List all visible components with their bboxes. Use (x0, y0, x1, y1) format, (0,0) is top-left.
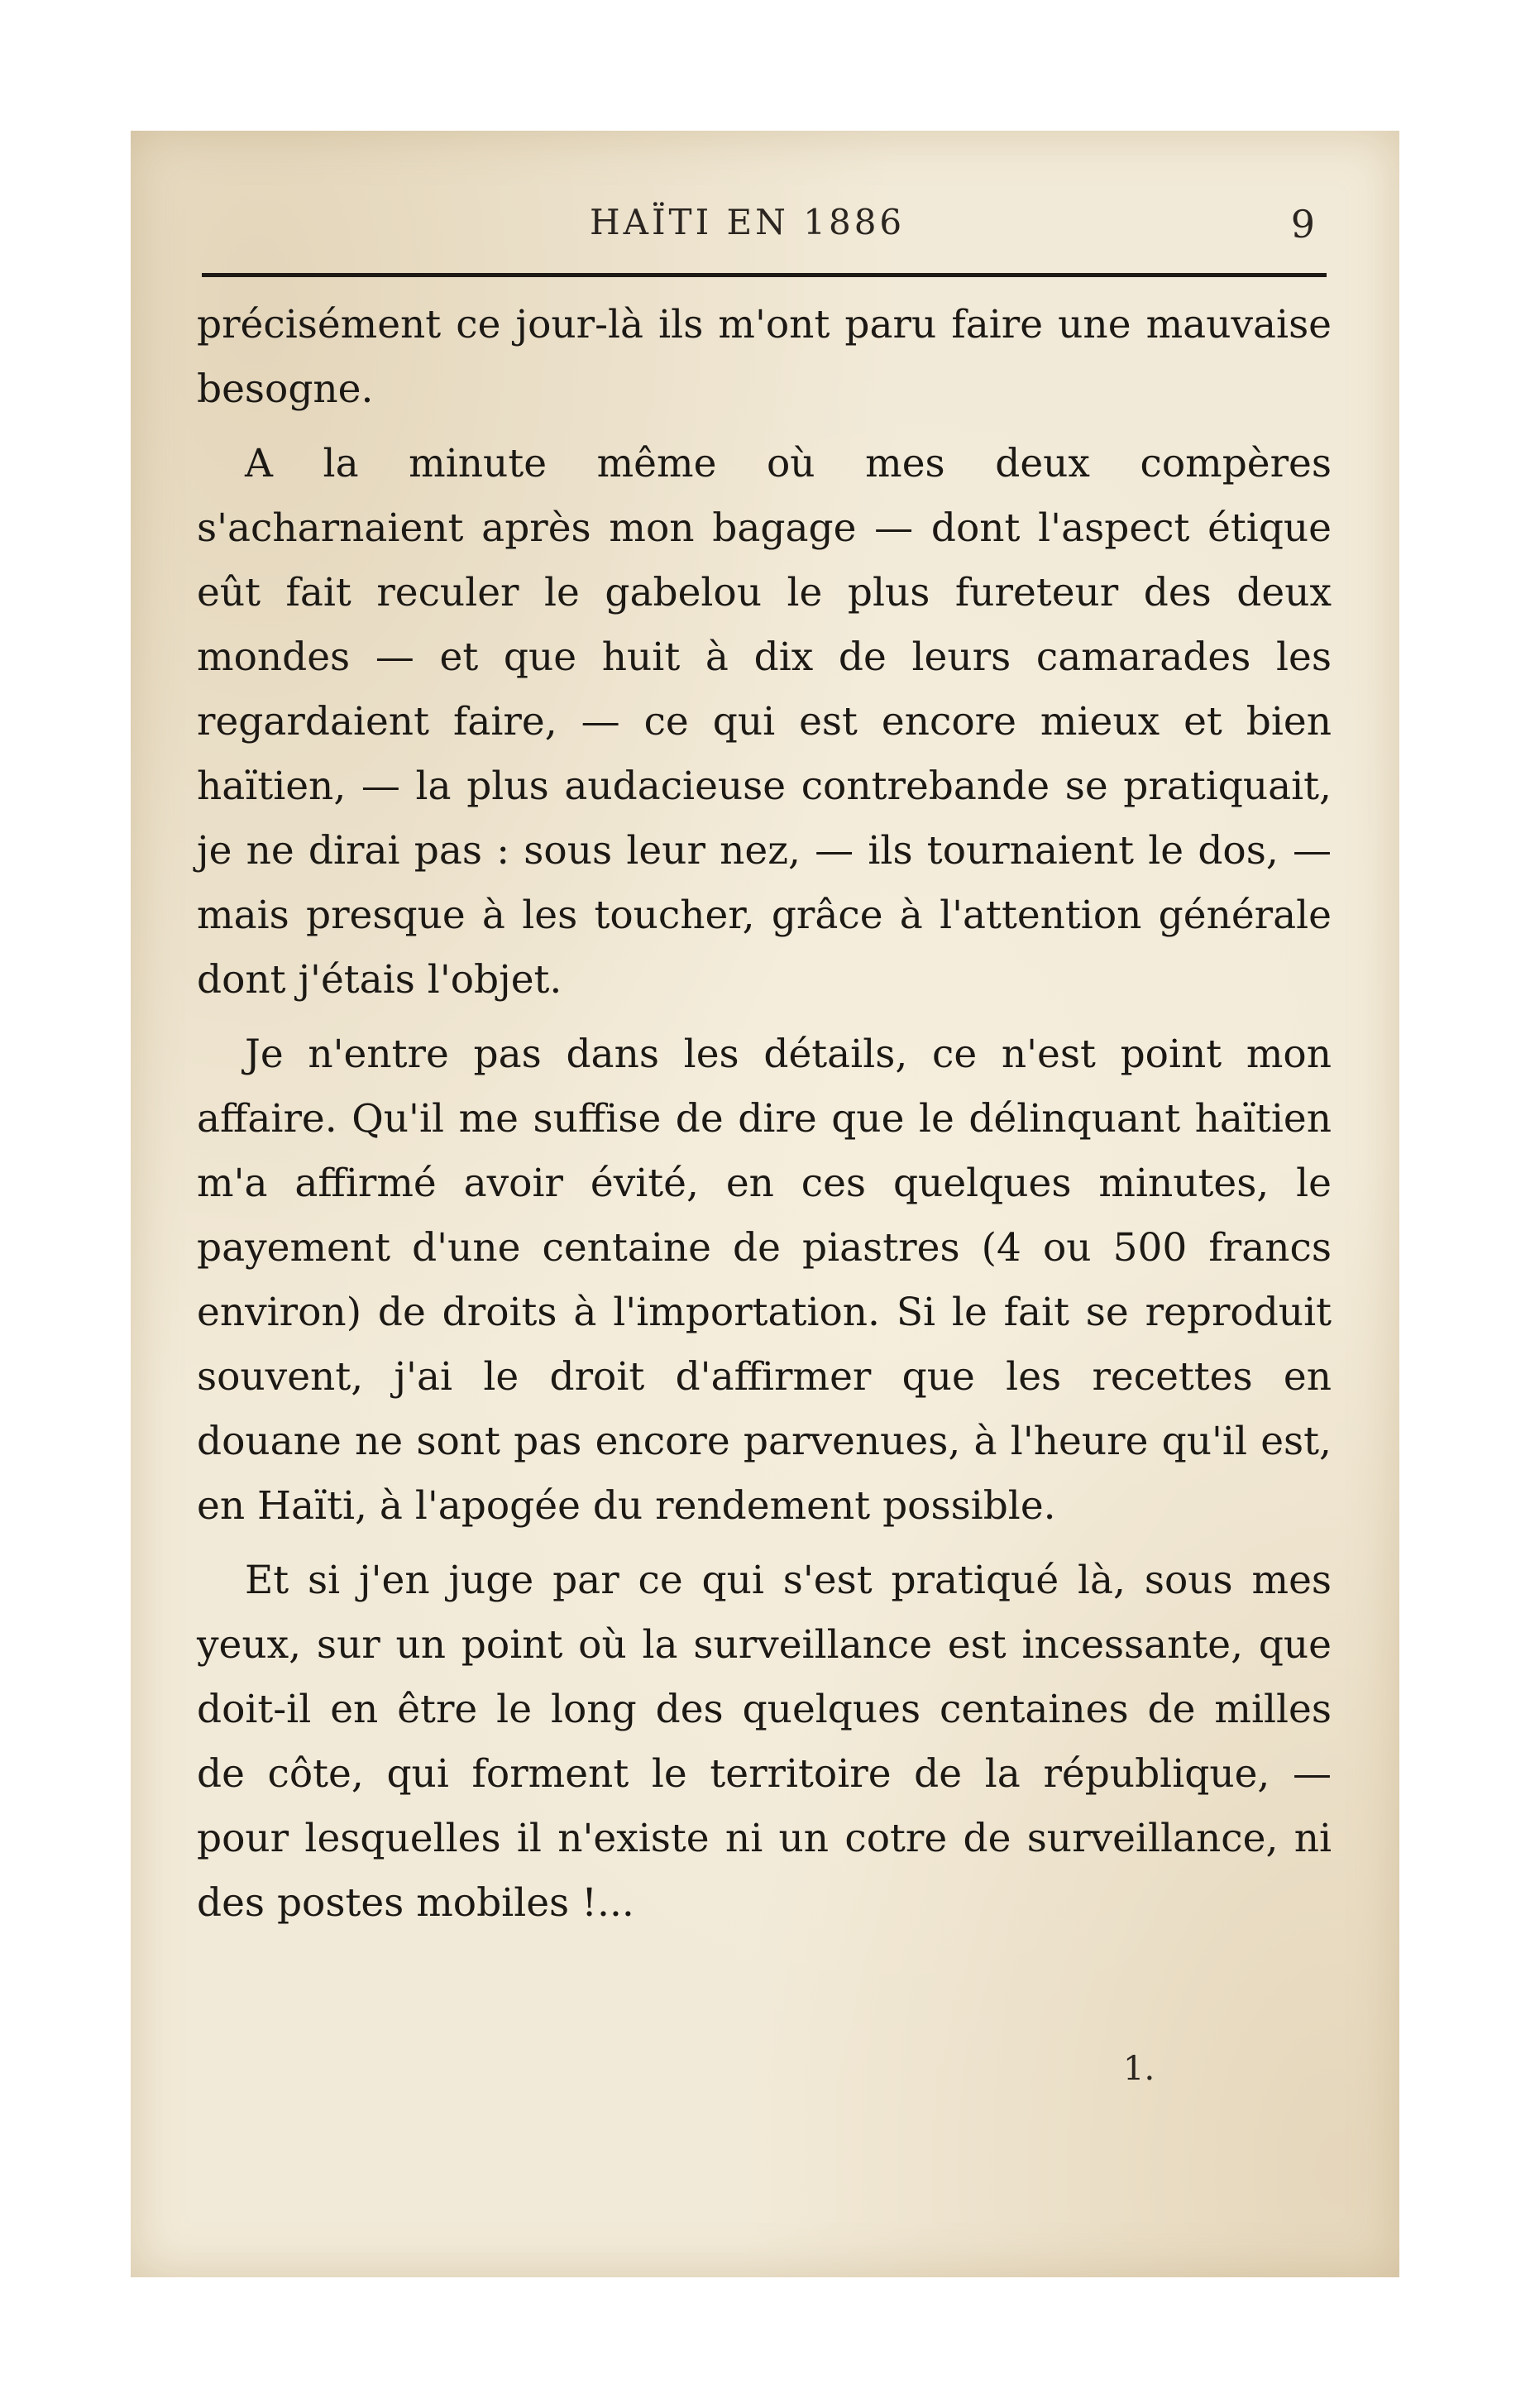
page-number: 9 (1290, 202, 1315, 247)
signature-mark: 1. (1123, 2050, 1155, 2088)
body-text (197, 293, 1332, 1936)
paragraph-2: A la minute même où mes deux compères s'acharnaient après mon bagage — dont l'aspect étique eût fait reculer le gabelou le plus fureteur des deux mondes — et que huit à dix de leurs camarades les regardaient faire, — ce qui est encore mieux et bien haïtien, — la plus audacieuse contrebande se pratiquait, je ne dirai pas : sous leur nez, — ils tournaient le dos, — mais presque à les toucher, grâce à l'attention générale dont j'étais l'objet. (197, 441, 1332, 1003)
paragraph-3: Je n'entre pas dans les détails, ce n'est point mon affaire. Qu'il me suffise de dire que le délinquant haïtien m'a affirmé avoir évité, en ces quelques minutes, le payement d'une centaine de piastres (4 ou 500 francs environ) de droits à l'importation. Si le fait se reproduit souvent, j'ai le droit d'affirmer que les recettes en douane ne sont pas encore parvenues, à l'heure qu'il est, en Haïti, à l'apogée du rendement possible. (197, 1032, 1332, 1529)
header-rule (202, 273, 1327, 277)
paragraph-1: précisément ce jour-là ils m'ont paru faire une mauvaise besogne. (197, 302, 1332, 412)
book-page (131, 131, 1399, 2277)
running-head (131, 202, 1399, 251)
running-title: HAÏTI EN 1886 (590, 202, 906, 242)
paragraph-4: Et si j'en juge par ce qui s'est pratiqué là, sous mes yeux, sur un point où la surveillance est incessante, que doit-il en être le long des quelques centaines de milles de côte, qui forment le territoire de la république, — pour lesquelles il n'existe ni un cotre de surveillance, ni des postes mobiles !... (197, 1558, 1332, 1926)
